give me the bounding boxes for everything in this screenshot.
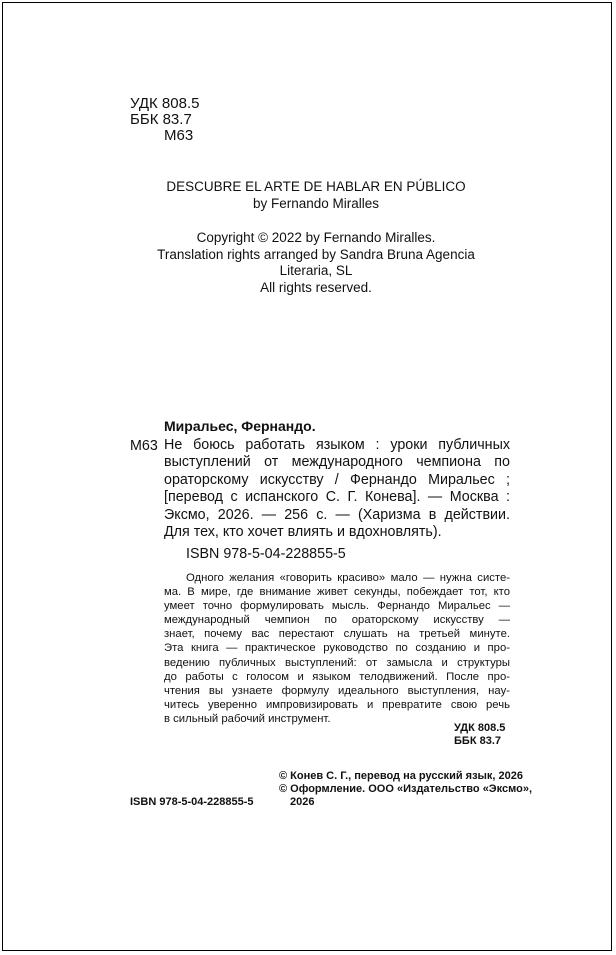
udk-code-bottom: УДК 808.5 (454, 722, 506, 734)
original-by-line: by Fernando Miralles (252, 195, 380, 211)
annotation-line: знает, почему вас перестают слушать на третьей минуте. (164, 628, 510, 641)
annotation-line: ведению публичных выступлений: от замысла и структуры (164, 656, 510, 669)
author-mark: М63 (130, 438, 158, 454)
original-copyright-block (8, 230, 616, 296)
annotation (164, 571, 510, 726)
annotation-line: Одного желания «говорить красиво» мало — нужна систе- (186, 572, 510, 584)
copyright-line: All rights reserved. (260, 279, 372, 295)
copyright-line: Literaria, SL (279, 263, 353, 278)
udk-code-top: УДК 808.5 (130, 95, 200, 112)
description-line: [перевод с испанского С. Г. Конева]. — Москва : (164, 489, 510, 506)
author-mark-top: М63 (164, 127, 194, 144)
description-line: Эксмо, 2026. — 256 с. — (Харизма в действии. (164, 506, 510, 523)
annotation-line: умеет точно формулировать мысль. Фернандо Миральес — (164, 600, 510, 613)
bibliographic-description (164, 437, 510, 541)
annotation-line: читесь уверенно импровизировать и превратите свою речь (164, 698, 510, 711)
annotation-line: международный чемпион по ораторскому искусству — (164, 614, 510, 627)
annotation-line: чтения вы узнаете формулу идеального выступления, нау- (164, 684, 510, 697)
copyright-design: © Оформление. ООО «Издательство «Эксмо», (279, 783, 532, 795)
description-line: ораторскому искусству / Фернандо Миральес ; (164, 471, 510, 488)
annotation-line: ма. В мире, где внимание живет секунды, побеждает тот, кто (164, 586, 510, 599)
isbn-record: ISBN 978-5-04-228855-5 (186, 546, 346, 562)
author-heading: Миральес, Фернандо. (164, 418, 316, 434)
description-line: Не боюсь работать языком : уроки публичных (164, 437, 510, 453)
copyright-line: Translation rights arranged by Sandra Bruna Agencia (157, 246, 475, 262)
annotation-line: в сильный рабочий инструмент. (164, 712, 331, 725)
annotation-line: Эта книга — практическое руководство по созданию и про- (164, 642, 510, 655)
annotation-line: до работы с голосом и языком телодвижений. После про- (164, 670, 510, 683)
copyright-design-year: 2026 (290, 796, 315, 808)
original-title-block (8, 179, 616, 212)
bbk-code-top: ББК 83.7 (130, 111, 192, 128)
original-title: DESCUBRE EL ARTE DE HABLAR EN PÚBLICO (166, 179, 466, 194)
copyright-line: Copyright © 2022 by Fernando Miralles. (196, 230, 436, 245)
description-line: Для тех, кто хочет влиять и вдохновлять). (164, 524, 442, 541)
description-line: выступлений от международного чемпиона по (164, 454, 510, 471)
isbn-footer: ISBN 978-5-04-228855-5 (130, 796, 254, 808)
bbk-code-bottom: ББК 83.7 (454, 735, 501, 747)
copyright-translation: © Конев С. Г., перевод на русский язык, 2026 (279, 770, 524, 782)
